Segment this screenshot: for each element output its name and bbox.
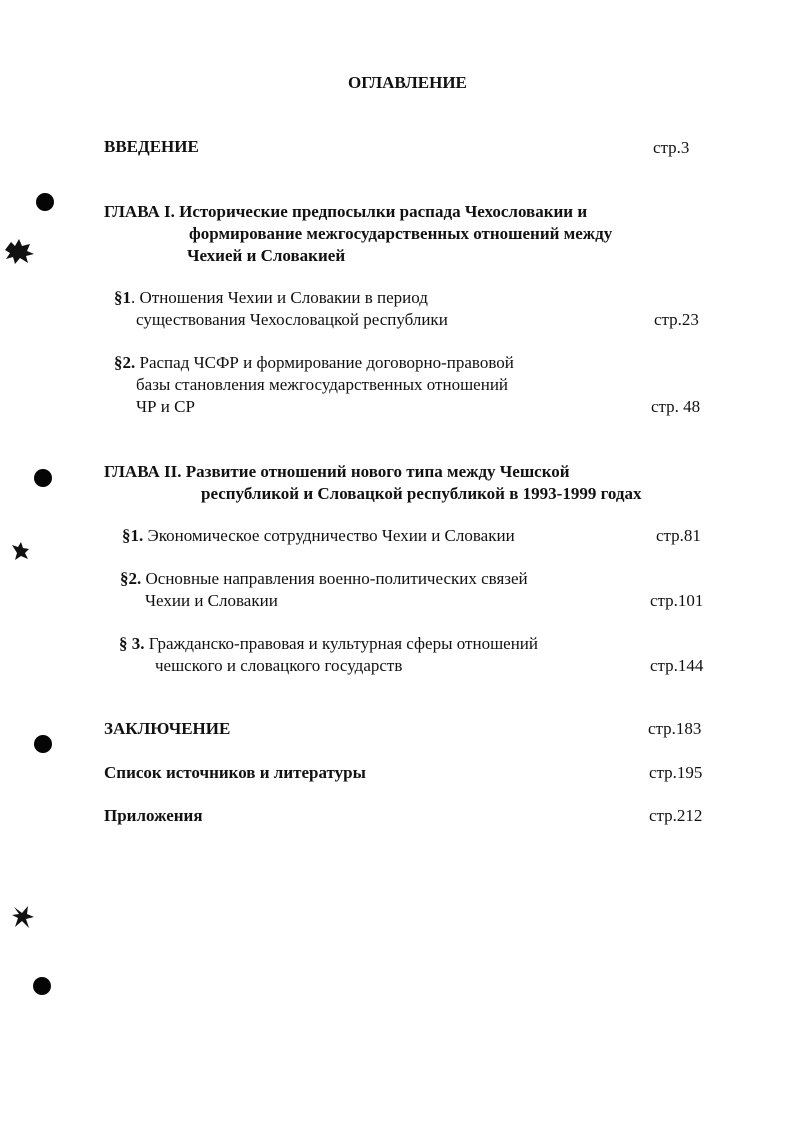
sources-page: стр.195: [649, 763, 703, 782]
ch2-section2-mark: §2.: [120, 569, 142, 588]
punch-hole-3: [34, 735, 52, 753]
ch1-section1-line2: существования Чехословацкой республики: [136, 310, 448, 329]
chapter2-title-line1: Развитие отношений нового типа между Чешской: [185, 462, 570, 481]
chapter2-heading[interactable]: [104, 461, 570, 483]
punch-hole-2: [34, 469, 52, 487]
ch1-section2-text: Распад ЧСФР и формирование договорно-правовой: [135, 353, 514, 372]
ch2-section1-page: стр.81: [656, 526, 701, 545]
chapter2-prefix: ГЛАВА II.: [104, 462, 182, 481]
ch1-section1-mark: §1: [114, 288, 131, 307]
scan-blot-1: [2, 236, 36, 266]
conclusion-page: стр.183: [648, 719, 702, 738]
intro-label[interactable]: ВВЕДЕНИЕ: [104, 137, 199, 156]
chapter1-title-line2: формирование межгосударственных отношений между: [189, 224, 613, 243]
ch1-section2-page: стр. 48: [651, 397, 701, 416]
chapter1-prefix: ГЛАВА I.: [104, 202, 175, 221]
ch2-section2-line1[interactable]: [120, 568, 528, 590]
toc-title: ОГЛАВЛЕНИЕ: [348, 73, 467, 92]
ch2-section1-text: Экономическое сотрудничество Чехии и Словакии: [143, 526, 515, 545]
punch-hole-1: [36, 193, 54, 211]
conclusion-label[interactable]: ЗАКЛЮЧЕНИЕ: [104, 719, 231, 738]
ch1-section1-text: . Отношения Чехии и Словакии в период: [131, 288, 428, 307]
chapter1-title-line1: Исторические предпосылки распада Чехословакии и: [179, 202, 588, 221]
ch2-section3-line1[interactable]: [119, 633, 538, 655]
appendix-label[interactable]: Приложения: [104, 806, 203, 825]
ch1-section2-mark: §2.: [114, 353, 136, 372]
punch-hole-4: [33, 977, 51, 995]
ch1-section2-line1[interactable]: [114, 352, 514, 374]
ch2-section1-mark: §1.: [122, 526, 144, 545]
ch1-section2-line3: ЧР и СР: [136, 397, 195, 416]
appendix-page: стр.212: [649, 806, 703, 825]
scan-blot-2: [9, 540, 31, 562]
chapter2-title-line2: республикой и Словацкой республикой в 1993-1999 годах: [201, 484, 642, 503]
ch2-section3-line2: чешского и словацкого государств: [155, 656, 403, 675]
chapter1-heading[interactable]: [104, 201, 587, 223]
ch2-section2-text: Основные направления военно-политических связей: [141, 569, 528, 588]
ch2-section2-page: стр.101: [650, 591, 704, 610]
ch2-section1-line1[interactable]: [122, 525, 515, 547]
ch1-section1-line1[interactable]: [114, 287, 428, 309]
ch2-section3-mark: § 3.: [119, 634, 145, 653]
intro-page: стр.3: [653, 138, 690, 157]
ch2-section2-line2: Чехии и Словакии: [145, 591, 278, 610]
ch1-section1-page: стр.23: [654, 310, 699, 329]
ch2-section3-text: Гражданско-правовая и культурная сферы отношений: [144, 634, 539, 653]
scan-blot-3: [10, 903, 36, 931]
ch1-section2-line2: базы становления межгосударственных отношений: [136, 375, 509, 394]
ch2-section3-page: стр.144: [650, 656, 704, 675]
chapter1-title-line3: Чехией и Словакией: [187, 246, 346, 265]
sources-label[interactable]: Список источников и литературы: [104, 763, 366, 782]
